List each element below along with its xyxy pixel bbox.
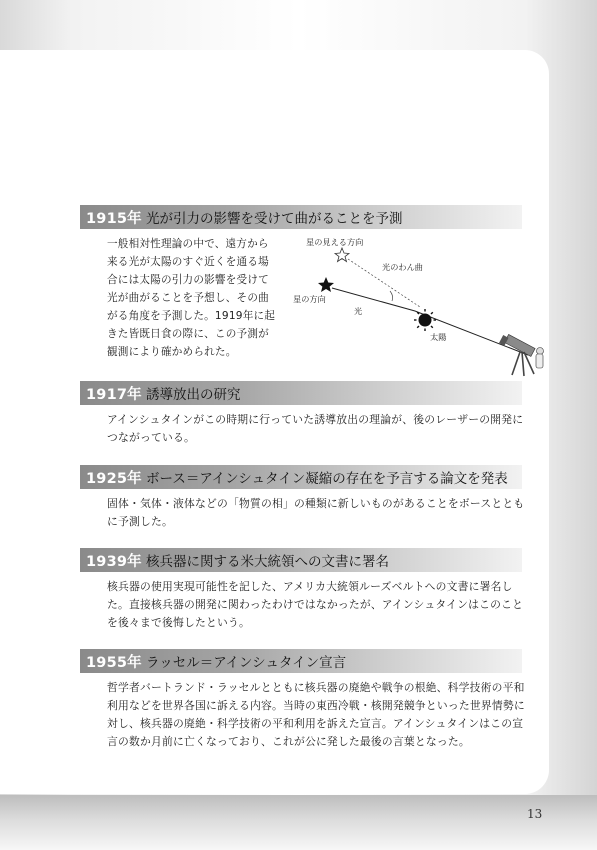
section-year: 1955年 bbox=[86, 654, 142, 671]
section-header-1925 bbox=[80, 465, 522, 489]
section-body-1939: 核兵器の使用実現可能性を記した、アメリカ大統領ルーズベルトへの文書に署名した。直接核兵器の開発に関わったわけではなかったが、アインシュタインはこのことを後々まで後悔したという。 bbox=[107, 580, 524, 629]
section-body-1915: 一般相対性理論の中で、遠方から来る光が太陽のすぐ近くを通る場合には太陽の引力の影響を受けて光が曲がることを予想し、その曲がる角度を予測した。1919年に起きた皆既日食の際に、この予測が観測により確かめられた。 bbox=[107, 238, 276, 358]
section-year: 1915年 bbox=[86, 210, 142, 227]
telescope-icon bbox=[499, 334, 543, 376]
bottom-band bbox=[0, 795, 597, 850]
section-body-1955: 哲学者バートランド・ラッセルとともに核兵器の廃絶や戦争の根絶、科学技術の平和利用などを世界各国に訴える内容。当時の東西冷戦・核開発競争といった世界情勢に対し、核兵器の廃絶・科学技術の平和利用を訴えた宣言。アインシュタインはこの宣言の数か月前に亡くなっており、これが公に発した最後の言葉となった。 bbox=[107, 681, 525, 748]
light-label: 光 bbox=[354, 306, 363, 316]
page-number: 13 bbox=[527, 807, 543, 821]
section-title: 光が引力の影響を受けて曲がることを予測 bbox=[146, 211, 403, 227]
light-bending-diagram bbox=[290, 233, 548, 383]
section-title: 核兵器に関する米大統領への文書に署名 bbox=[146, 554, 389, 570]
star-icon bbox=[318, 277, 334, 292]
section-title: 誘導放出の研究 bbox=[146, 387, 241, 403]
section-title: ラッセル＝アインシュタイン宣言 bbox=[146, 655, 347, 671]
section-body-1925: 固体・気体・液体などの「物質の相」の種類に新しいものがあることをボースとともに予測した。 bbox=[107, 497, 525, 528]
section-year: 1925年 bbox=[86, 470, 142, 487]
section-header-1939 bbox=[80, 548, 522, 572]
section-header-1917 bbox=[80, 381, 522, 405]
section-title: ボース＝アインシュタイン凝縮の存在を予言する論文を発表 bbox=[146, 471, 508, 487]
section-year: 1939年 bbox=[86, 553, 142, 570]
section-year: 1917年 bbox=[86, 386, 142, 403]
sun-label: 太陽 bbox=[430, 332, 447, 342]
star-direction-label: 星の方向 bbox=[293, 294, 326, 304]
bending-label: 光のわん曲 bbox=[382, 262, 423, 272]
apparent-star-icon bbox=[335, 248, 349, 262]
bending-angle-arc bbox=[390, 291, 393, 301]
section-header-1915 bbox=[80, 205, 522, 229]
sun-icon bbox=[414, 309, 436, 331]
section-body-1917: アインシュタインがこの時期に行っていた誘導放出の理論が、後のレーザーの開発につながっている。 bbox=[107, 413, 524, 444]
apparent-star-label: 星の見える方向 bbox=[306, 237, 364, 247]
section-header-1955 bbox=[80, 649, 522, 673]
